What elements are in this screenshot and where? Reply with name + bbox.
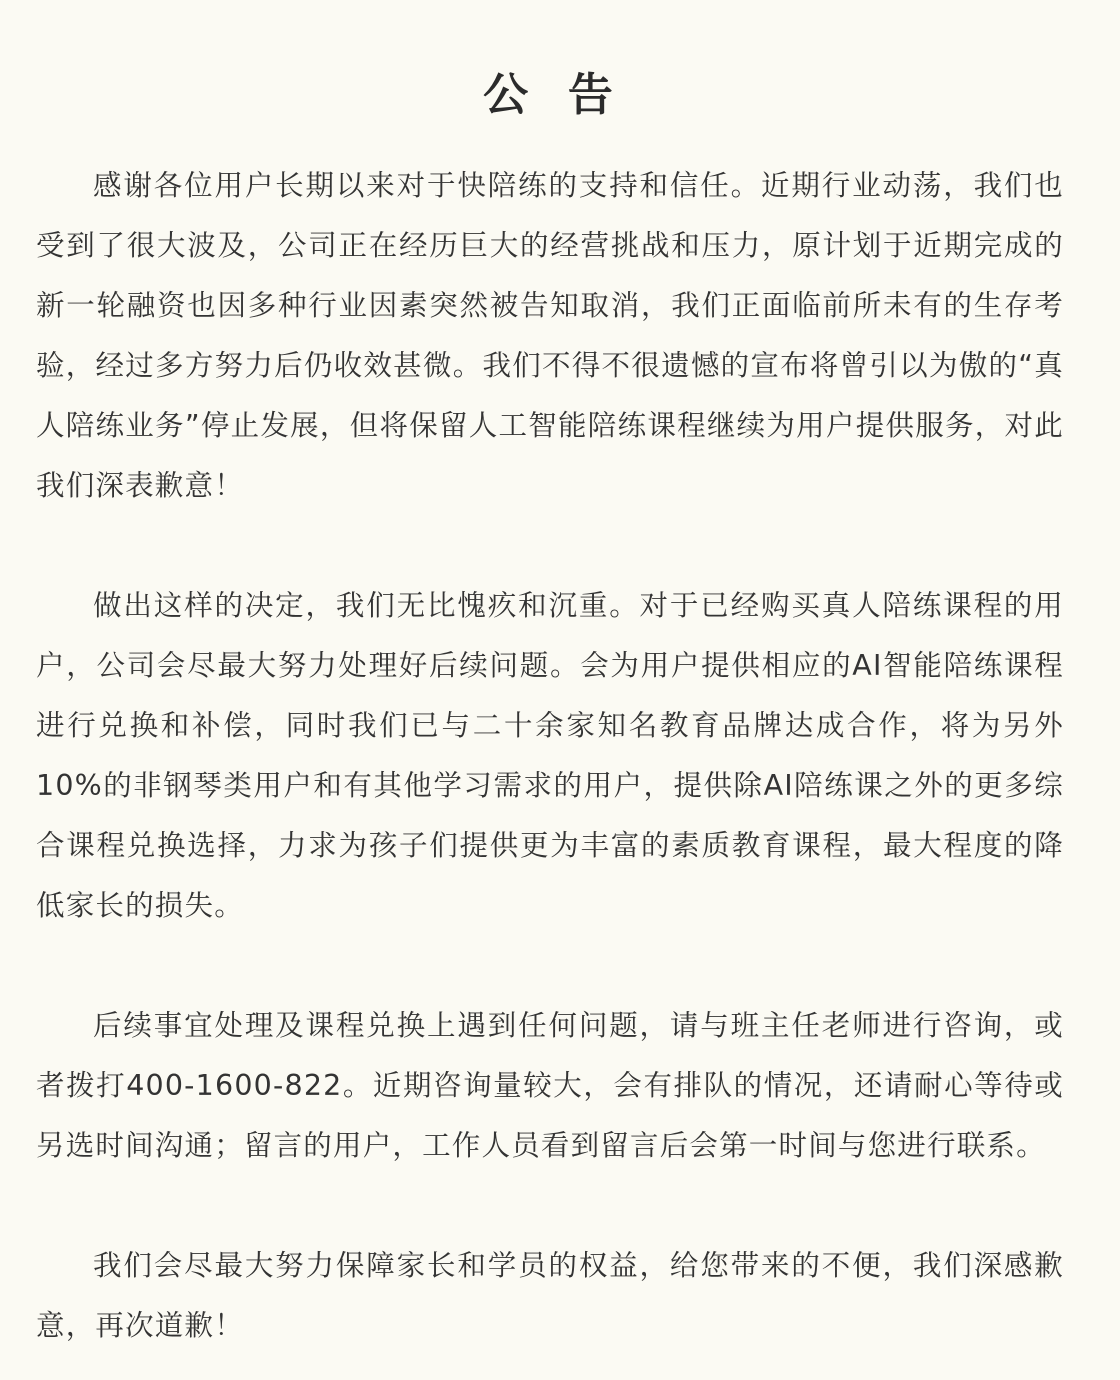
paragraph-closing: 我们会尽最大努力保障家长和学员的权益，给您带来的不便，我们深感歉意，再次道歉！	[36, 1249, 1064, 1342]
paragraph-apology: 感谢各位用户长期以来对于快陪练的支持和信任。近期行业动荡，我们也受到了很大波及，公司正在经历巨大的经营挑战和压力，原计划于近期完成的新一轮融资也因多种行业因素突然被告知取消，我们正面临前所未有的生存考验，经过多方努力后仍收效甚微。我们不得不很遗憾的宣布将曾引以为傲的“真人陪练业务”停止发展，但将保留人工智能陪练课程继续为用户提供服务，对此我们深表歉意！	[36, 169, 1064, 502]
announcement-title: 公 告	[483, 68, 625, 121]
paragraph-contact: 后续事宜处理及课程兑换上遇到任何问题，请与班主任老师进行咨询，或者拨打400-1600-822。近期咨询量较大，会有排队的情况，还请耐心等待或另选时间沟通；留言的用户，工作人员看到留言后会第一时间与您进行联系。	[36, 1009, 1064, 1162]
paragraph-compensation: 做出这样的决定，我们无比愧疚和沉重。对于已经购买真人陪练课程的用户，公司会尽最大努力处理好后续问题。会为用户提供相应的AI智能陪练课程进行兑换和补偿，同时我们已与二十余家知名教育品牌达成合作，将为另外10%的非钢琴类用户和有其他学习需求的用户，提供除AI陪练课之外的更多综合课程兑换选择，力求为孩子们提供更为丰富的素质教育课程，最大程度的降低家长的损失。	[36, 589, 1064, 922]
announcement-body	[36, 156, 1064, 1356]
